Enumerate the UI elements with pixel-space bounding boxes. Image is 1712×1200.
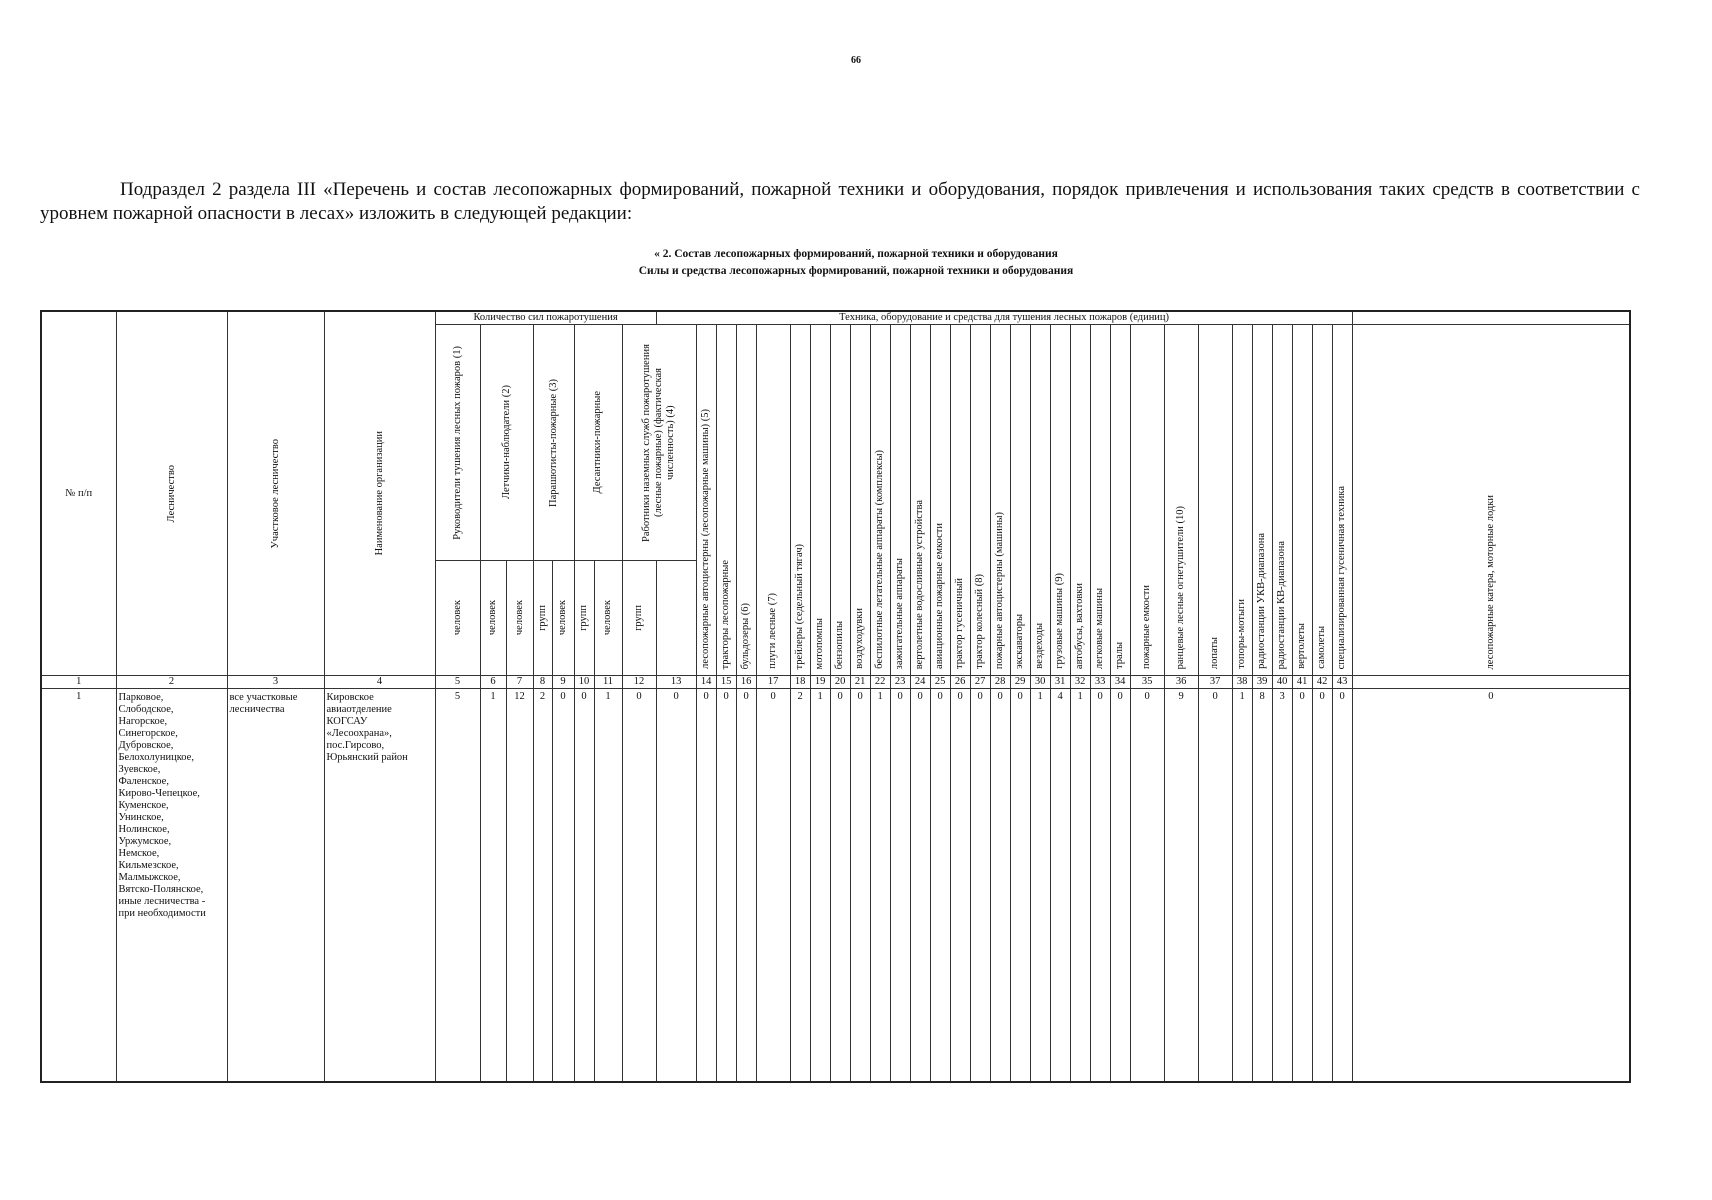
value-cell: 12 [506, 689, 533, 1083]
value-cell: 2 [533, 689, 552, 1083]
column-number: 27 [970, 676, 990, 689]
value-cell: 0 [970, 689, 990, 1083]
value-cell: 1 [1030, 689, 1050, 1083]
column-number: 23 [890, 676, 910, 689]
equipment-header-7: бензопилы [830, 325, 850, 676]
unit-header: человек [480, 561, 506, 676]
row-number: 1 [41, 689, 116, 1083]
equipment-header-22: пожарные емкости [1130, 325, 1164, 676]
value-cell: 0 [756, 689, 790, 1083]
column-number: 14 [696, 676, 716, 689]
value-cell: 0 [552, 689, 574, 1083]
column-number: 8 [533, 676, 552, 689]
column-number: 18 [790, 676, 810, 689]
equipment-header-9: беспилотные летательные аппараты (комплексы) [870, 325, 890, 676]
equipment-header-18: грузовые машины (9) [1050, 325, 1070, 676]
value-cell: 0 [1010, 689, 1030, 1083]
equipment-header-17: вездеходы [1030, 325, 1050, 676]
column-number: 16 [736, 676, 756, 689]
value-cell: 0 [830, 689, 850, 1083]
equipment-header-11: вертолетные водосливные устройства [910, 325, 930, 676]
value-cell: 0 [990, 689, 1010, 1083]
equipment-header-4: плуги лесные (7) [756, 325, 790, 676]
column-number: 24 [910, 676, 930, 689]
value-cell: 0 [716, 689, 736, 1083]
column-number: 31 [1050, 676, 1070, 689]
column-number: 25 [930, 676, 950, 689]
column-number: 2 [116, 676, 227, 689]
unit-header: человек [435, 561, 480, 676]
column-number: 26 [950, 676, 970, 689]
value-cell: 1 [1232, 689, 1252, 1083]
value-cell: 0 [574, 689, 594, 1083]
equipment-header-21: тралы [1110, 325, 1130, 676]
column-number: 32 [1070, 676, 1090, 689]
column-number: 20 [830, 676, 850, 689]
value-cell: 0 [890, 689, 910, 1083]
section-heading: « 2. Состав лесопожарных формирований, пожарной техники и оборудования [654, 248, 1058, 260]
column-number: 38 [1232, 676, 1252, 689]
table-row [41, 689, 1630, 1083]
equipment-header-15: пожарные автоцистерны (машины) [990, 325, 1010, 676]
col-header-forestry: Лесничество [116, 311, 227, 676]
group-header-forces: Количество сил пожаротушения [435, 311, 656, 325]
equipment-header-3: бульдозеры (6) [736, 325, 756, 676]
column-number: 13 [656, 676, 696, 689]
unit-header: человек [506, 561, 533, 676]
equipment-header-25: топоры-мотыги [1232, 325, 1252, 676]
equipment-header-6: мотопомпы [810, 325, 830, 676]
column-number: 19 [810, 676, 830, 689]
value-cell: 0 [656, 689, 696, 1083]
section-cell: все участковые лесничества [227, 689, 324, 1083]
force-header-2: Летчики-наблюдатели (2) [480, 325, 533, 561]
column-number: 15 [716, 676, 736, 689]
column-number: 30 [1030, 676, 1050, 689]
unit-header: человек [594, 561, 622, 676]
unit-header: групп [533, 561, 552, 676]
value-cell: 0 [1198, 689, 1232, 1083]
equipment-header-26: радиостанции УКВ-диапазона [1252, 325, 1272, 676]
unit-header: человек [552, 561, 574, 676]
equipment-header-1: лесопожарные автоцистерны (лесопожарные машины) (5) [696, 325, 716, 676]
value-cell: 0 [1352, 689, 1630, 1083]
value-cell: 1 [1070, 689, 1090, 1083]
column-number: 33 [1090, 676, 1110, 689]
equipment-header-24: лопаты [1198, 325, 1232, 676]
column-number: 41 [1292, 676, 1312, 689]
column-number: 11 [594, 676, 622, 689]
page-number: 66 [851, 55, 861, 66]
value-cell: 0 [910, 689, 930, 1083]
group-header-equipment: Техника, оборудование и средства для тушения лесных пожаров (единиц) [656, 311, 1352, 325]
value-cell: 0 [1292, 689, 1312, 1083]
equipment-header-28: вертолеты [1292, 325, 1312, 676]
column-number: 40 [1272, 676, 1292, 689]
column-number: 4 [324, 676, 435, 689]
column-number: 6 [480, 676, 506, 689]
org-cell: Кировское авиаотделение КОГСАУ «Лесоохрана», пос.Гирсово, Юрьянский район [324, 689, 435, 1083]
column-number: 37 [1198, 676, 1232, 689]
equipment-header-12: авиационные пожарные емкости [930, 325, 950, 676]
value-cell: 0 [1332, 689, 1352, 1083]
equipment-header-27: радиостанции КВ-диапазона [1272, 325, 1292, 676]
group-header-row [41, 311, 1630, 325]
column-number: 22 [870, 676, 890, 689]
column-number: 9 [552, 676, 574, 689]
column-number: 39 [1252, 676, 1272, 689]
value-cell: 0 [1110, 689, 1130, 1083]
value-cell: 0 [622, 689, 656, 1083]
value-cell: 8 [1252, 689, 1272, 1083]
equipment-header-23: ранцевые лесные огнетушители (10) [1164, 325, 1198, 676]
value-cell: 0 [736, 689, 756, 1083]
value-cell: 2 [790, 689, 810, 1083]
value-cell: 0 [696, 689, 716, 1083]
unit-header: групп [574, 561, 594, 676]
column-number: 43 [1332, 676, 1352, 689]
equipment-header-30: специализированная гусеничная техника [1332, 325, 1352, 676]
equipment-header-10: зажигательные аппараты [890, 325, 910, 676]
column-number: 3 [227, 676, 324, 689]
force-header-5: Работники наземных служб пожаротушения (лесные пожарные) (фактическая численность) (4) [622, 325, 696, 561]
equipment-header-16: экскаваторы [1010, 325, 1030, 676]
value-cell: 0 [1130, 689, 1164, 1083]
value-cell: 0 [930, 689, 950, 1083]
col-header-org: Наименование организации [324, 311, 435, 676]
force-header-3: Парашютисты-пожарные (3) [533, 325, 574, 561]
value-cell: 3 [1272, 689, 1292, 1083]
equipment-header-2: тракторы лесопожарные [716, 325, 736, 676]
column-number: 10 [574, 676, 594, 689]
column-number: 36 [1164, 676, 1198, 689]
column-number: 21 [850, 676, 870, 689]
equipment-header-19: автобусы, вахтовки [1070, 325, 1090, 676]
column-number-row [41, 676, 1630, 689]
column-number: 29 [1010, 676, 1030, 689]
value-cell: 1 [870, 689, 890, 1083]
col-header-num: № п/п [41, 311, 116, 676]
equipment-header-13: трактор гусеничный [950, 325, 970, 676]
column-number: 42 [1312, 676, 1332, 689]
value-cell: 4 [1050, 689, 1070, 1083]
value-cell: 0 [850, 689, 870, 1083]
value-cell: 1 [810, 689, 830, 1083]
value-cell: 0 [950, 689, 970, 1083]
force-header-4: Десантники-пожарные [574, 325, 622, 561]
value-cell: 0 [1090, 689, 1110, 1083]
value-cell: 9 [1164, 689, 1198, 1083]
value-cell: 5 [435, 689, 480, 1083]
col-header-section: Участковое лесничество [227, 311, 324, 676]
column-number: 34 [1110, 676, 1130, 689]
equipment-header-14: трактор колесный (8) [970, 325, 990, 676]
unit-header: групп [622, 561, 656, 676]
forces-table [40, 310, 1631, 1083]
intro-paragraph: Подраздел 2 раздела III «Перечень и состав лесопожарных формирований, пожарной техники и оборудования, порядок привлечения и использования таких средств в соответствии с уровнем пожарной опасности в лесах» изложить в следующей редакции: [40, 179, 1640, 224]
equipment-header-29: самолеты [1312, 325, 1332, 676]
column-number: 5 [435, 676, 480, 689]
equipment-header-31: лесопожарные катера, моторные лодки [1352, 325, 1630, 676]
column-number: 28 [990, 676, 1010, 689]
table-caption: Силы и средства лесопожарных формирований, пожарной техники и оборудования [638, 265, 1074, 277]
forestry-cell: Парковое, Слободское, Нагорское, Синегорское, Дубровское, Белохолуницкое, Зуевское, Фаленское, Кирово-Чепецкое, Куменское, Унинское, Нолинское, Уржумское, Немское, Кильмезское, Малмыжское, Вятско-Полянское, иные лесничества - при необходимости [116, 689, 227, 1083]
value-cell: 0 [1312, 689, 1332, 1083]
column-number: 1 [41, 676, 116, 689]
column-number: 35 [1130, 676, 1164, 689]
column-number: 12 [622, 676, 656, 689]
equipment-header-5: трейлеры (седельный тягач) [790, 325, 810, 676]
column-number: 7 [506, 676, 533, 689]
value-cell: 1 [480, 689, 506, 1083]
column-number: 17 [756, 676, 790, 689]
force-header-1: Руководители тушения лесных пожаров (1) [435, 325, 480, 561]
value-cell: 1 [594, 689, 622, 1083]
equipment-header-20: легковые машины [1090, 325, 1110, 676]
equipment-header-8: воздуходувки [850, 325, 870, 676]
